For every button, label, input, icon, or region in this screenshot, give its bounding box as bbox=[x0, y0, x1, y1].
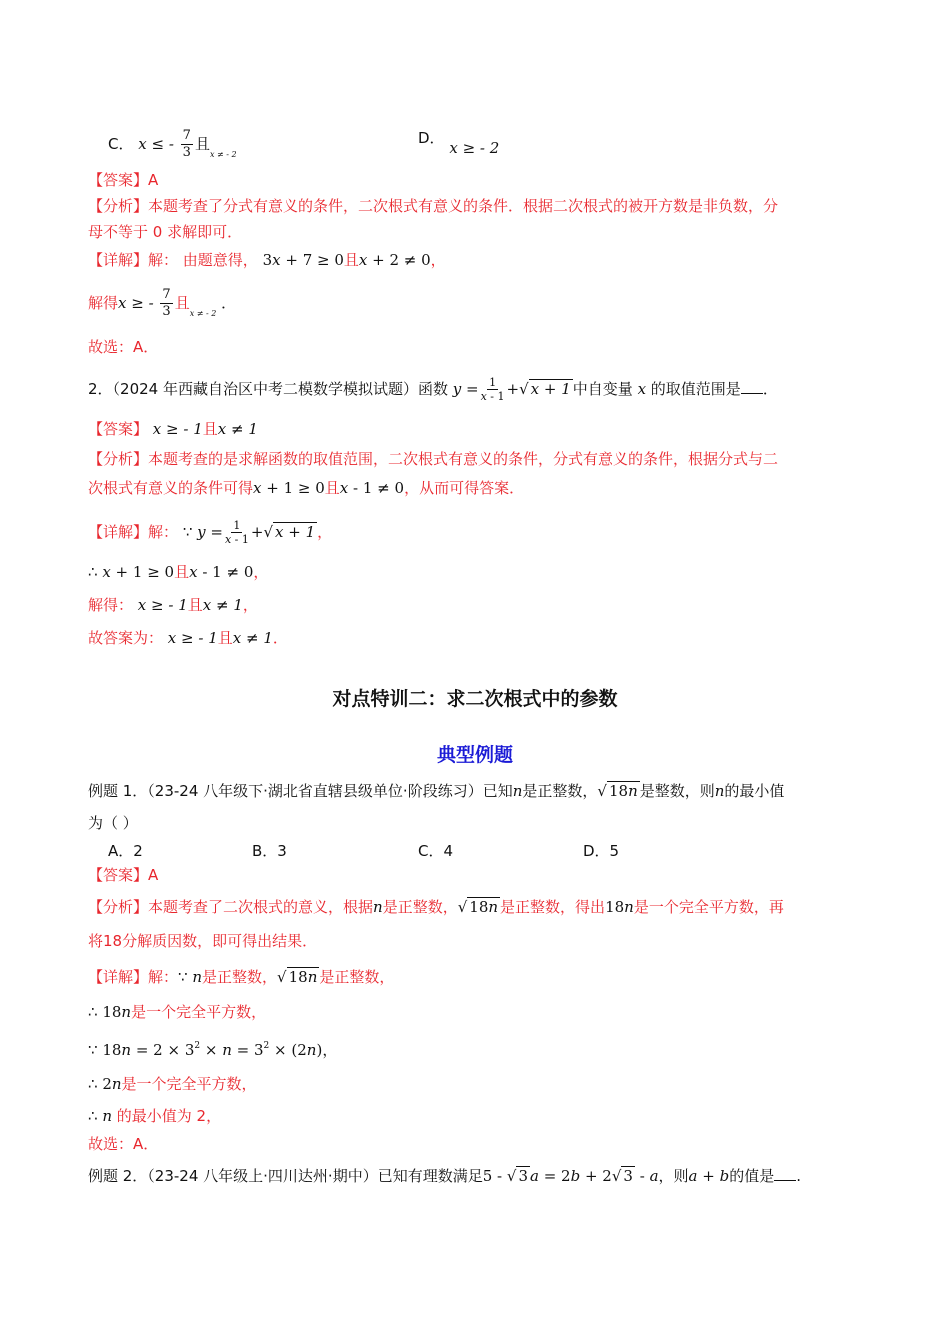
ex1-detail-line1: 【详解】解：∵ n是正整数，√ 18n 是正整数， bbox=[88, 968, 395, 986]
ex1-answer: 【答案】A bbox=[88, 866, 159, 884]
q2-solve: 解得： x ≥ - 1且x ≠ 1， bbox=[88, 596, 258, 614]
ex1-analysis-line1: 【分析】本题考查了二次根式的意义，根据n是正整数，√ 18n 是正整数，得出18n是一个完全平方数，再 bbox=[88, 898, 784, 916]
q2-analysis-line2: 次根式有意义的条件可得x + 1 ≥ 0且x - 1 ≠ 0，从而可得答案． bbox=[88, 479, 525, 497]
q1-answer: 【答案】A bbox=[88, 171, 159, 189]
ex1-detail-line4: ∴ 2n是一个完全平方数， bbox=[88, 1075, 257, 1093]
q1-solve: 解得x ≥ - $\frac{7}{3}$ 且$_{x \ne - 2}$ ． bbox=[88, 287, 237, 319]
q1-analysis-line2: 母不等于 0 求解即可． bbox=[88, 223, 243, 241]
q2-therefore: ∴ x + 1 ≥ 0且x - 1 ≠ 0， bbox=[88, 563, 269, 581]
ex1-option-d: D．5 bbox=[583, 842, 620, 860]
q1-option-c: C． x ≤ - $\frac{7}{3}$ 且$_{x \ne - 2}$ bbox=[108, 128, 237, 160]
ex1-option-b: B．3 bbox=[252, 842, 287, 860]
q1-choose: 故选：A． bbox=[88, 338, 159, 356]
ex1-stem-line1: 例题 1．（23-24 八年级下·湖北省直辖县级单位·阶段练习）已知n是正整数，√ 18n 是整数，则n的最小值 bbox=[88, 782, 785, 800]
ex1-choose: 故选：A． bbox=[88, 1135, 159, 1153]
section-subtitle: 典型例题 bbox=[436, 744, 513, 766]
option-c-label: C． bbox=[108, 135, 134, 153]
ex1-detail-line2: ∴ 18n是一个完全平方数， bbox=[88, 1003, 267, 1021]
ex1-detail-line5: ∴ n 的最小值为 2， bbox=[88, 1107, 222, 1125]
q1-option-d: D． x ≥ - 2 bbox=[418, 129, 500, 157]
q2-answer: 【答案】 x ≥ - 1且x ≠ 1 bbox=[88, 420, 258, 438]
q2-final: 故答案为： x ≥ - 1且x ≠ 1． bbox=[88, 629, 288, 647]
section-title: 对点特训二：求二次根式中的参数 bbox=[332, 688, 618, 710]
q1-analysis-line1: 【分析】本题考查了分式有意义的条件，二次根式有意义的条件．根据二次根式的被开方数是非负数，分 bbox=[88, 197, 779, 215]
option-d-label: D． bbox=[418, 129, 445, 147]
ex1-option-c: C．4 bbox=[418, 842, 454, 860]
ex1-stem-line2: 为（ ） bbox=[88, 814, 138, 832]
q2-stem: 2．（2024 年西藏自治区中考二模数学模拟试题）函数 y = $\frac{1}{x - 1}$ +√ x + 1 中自变量 x 的取值范围是 ． bbox=[88, 376, 778, 403]
ex1-detail-line3: ∵ $18n = 2 \times 3^2 \times n = 3^2 \times (2n)$， bbox=[88, 1041, 338, 1059]
q2-detail-line1: 【详解】解： ∵ y = $\frac{1}{x - 1}$ +√ x + 1 ， bbox=[88, 519, 333, 546]
ex1-option-a: A．2 bbox=[108, 842, 143, 860]
ex1-analysis-line2: 将18分解质因数，即可得出结果． bbox=[88, 932, 318, 950]
q1-detail-line1: 【详解】解： 由题意得， 3x + 7 ≥ 0且x + 2 ≠ 0， bbox=[88, 251, 446, 269]
ex2-stem: 例题 2．（23-24 八年级上·四川达州·期中）已知有理数满足5 - √ 3 a = 2b + 2√ 3 - a，则a + b的值是 . bbox=[88, 1167, 802, 1185]
q2-analysis-line1: 【分析】本题考查的是求解函数的取值范围，二次根式有意义的条件，分式有意义的条件，根据分式与二 bbox=[88, 450, 779, 468]
